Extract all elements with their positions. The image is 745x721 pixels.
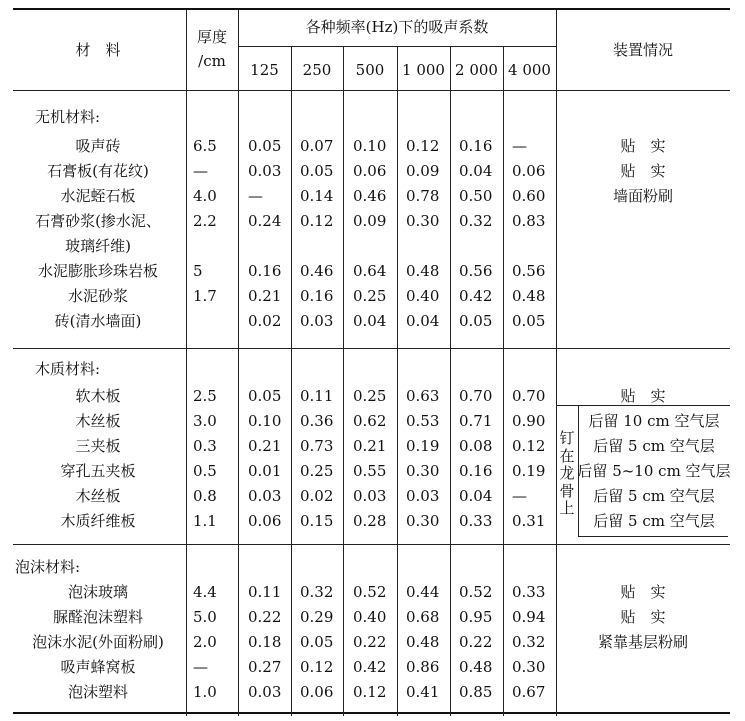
install-note: 后留 5 cm 空气层 [593, 487, 715, 505]
absorption-value: 0.68 [406, 608, 440, 626]
col-rule-freq-start [238, 10, 239, 716]
absorption-value: 0.04 [406, 312, 440, 330]
material-name: 水泥砂浆 [67, 287, 129, 305]
absorption-value: 0.24 [248, 212, 282, 230]
absorption-value: 0.90 [512, 412, 546, 430]
material-name: 脲醛泡沫塑料 [52, 608, 144, 626]
absorption-value: 0.12 [300, 658, 334, 676]
material-name: 吸声砖 [75, 137, 121, 155]
absorption-value: 0.46 [353, 187, 387, 205]
absorption-value: 0.56 [459, 262, 493, 280]
absorption-value: 0.16 [459, 462, 493, 480]
thickness-value: 0.5 [193, 462, 217, 480]
section-title: 泡沫材料: [15, 558, 81, 576]
absorption-value: 0.85 [459, 683, 493, 701]
absorption-value: 0.36 [300, 412, 334, 430]
header-thickness: 厚度 [196, 28, 228, 46]
absorption-value: 0.71 [459, 412, 493, 430]
thickness-value: 4.4 [193, 583, 217, 601]
absorption-value: 0.30 [406, 462, 440, 480]
absorption-value: 0.70 [459, 387, 493, 405]
absorption-value: 0.09 [406, 162, 440, 180]
absorption-value: 0.03 [300, 312, 334, 330]
absorption-value: 0.03 [248, 683, 282, 701]
absorption-value: 0.62 [353, 412, 387, 430]
absorption-value: 0.30 [406, 212, 440, 230]
thickness-value: 1.1 [193, 512, 217, 530]
absorption-value: 0.19 [512, 462, 546, 480]
absorption-value: 0.06 [353, 162, 387, 180]
header-freq: 500 [355, 61, 385, 79]
section-title: 木质材料: [35, 360, 101, 378]
absorption-value: 0.03 [353, 487, 387, 505]
thickness-value: 4.0 [193, 187, 217, 205]
absorption-value: 0.94 [512, 608, 546, 626]
material-name: 木丝板 [75, 412, 121, 430]
header-freq: 1 000 [402, 61, 445, 79]
absorption-value: 0.42 [459, 287, 493, 305]
absorption-value: 0.63 [406, 387, 440, 405]
absorption-value: 0.21 [248, 437, 282, 455]
absorption-value: 0.22 [353, 633, 387, 651]
nail-region-top-rule [556, 405, 730, 406]
absorption-value: 0.14 [300, 187, 334, 205]
install-note: 后留 5 cm 空气层 [593, 437, 715, 455]
install-note: 紧靠基层粉刷 [597, 633, 689, 651]
absorption-value: 0.11 [248, 583, 282, 601]
header-material: 材 料 [75, 41, 121, 59]
material-name: 泡沫玻璃 [67, 583, 129, 601]
absorption-value: 0.41 [406, 683, 440, 701]
thickness-value: 5.0 [193, 608, 217, 626]
absorption-value: 0.40 [406, 287, 440, 305]
absorption-value: 0.06 [512, 162, 546, 180]
absorption-value: 0.05 [512, 312, 546, 330]
thickness-value: 2.2 [193, 212, 217, 230]
install-note: 贴 实 [620, 387, 666, 405]
absorption-value: 0.42 [353, 658, 387, 676]
absorption-value: 0.48 [512, 287, 546, 305]
material-name: 软木板 [75, 387, 121, 405]
absorption-value: 0.27 [248, 658, 282, 676]
absorption-value: 0.09 [353, 212, 387, 230]
absorption-value: 0.03 [406, 487, 440, 505]
install-note: 墙面粉刷 [612, 187, 674, 205]
absorption-value: 0.28 [353, 512, 387, 530]
absorption-value: 0.86 [406, 658, 440, 676]
material-name: 泡沫水泥(外面粉刷) [32, 633, 164, 651]
section-rule [13, 544, 730, 545]
thickness-value: 3.0 [193, 412, 217, 430]
material-name: 水泥蛭石板 [60, 187, 136, 205]
absorption-value: — [512, 137, 527, 155]
absorption-value: 0.16 [300, 287, 334, 305]
absorption-value: 0.48 [406, 262, 440, 280]
absorption-value: 0.05 [300, 162, 334, 180]
header-freq: 4 000 [508, 61, 551, 79]
material-name: 木丝板 [75, 487, 121, 505]
absorption-value: 0.21 [353, 437, 387, 455]
col-rule-freq [450, 46, 451, 716]
absorption-value: 0.60 [512, 187, 546, 205]
absorption-value: — [512, 487, 527, 505]
thickness-value: — [193, 658, 208, 676]
absorption-value: 0.30 [406, 512, 440, 530]
absorption-value: 0.73 [300, 437, 334, 455]
absorption-value: 0.11 [300, 387, 334, 405]
header-thickness-unit: /cm [198, 52, 226, 70]
thickness-value: 6.5 [193, 137, 217, 155]
absorption-value: 0.30 [512, 658, 546, 676]
material-name: 三夹板 [75, 437, 121, 455]
absorption-value: 0.29 [300, 608, 334, 626]
absorption-value: 0.55 [353, 462, 387, 480]
install-note: 后留 5~10 cm 空气层 [577, 462, 731, 480]
absorption-value: 0.05 [248, 137, 282, 155]
absorption-value: 0.48 [406, 633, 440, 651]
absorption-value: 0.03 [248, 487, 282, 505]
absorption-value: 0.02 [248, 312, 282, 330]
install-note: 后留 5 cm 空气层 [593, 512, 715, 530]
col-rule-freq [343, 46, 344, 716]
material-name: 玻璃纤维) [65, 237, 131, 255]
absorption-value: 0.12 [353, 683, 387, 701]
absorption-value: 0.05 [248, 387, 282, 405]
absorption-value: 0.67 [512, 683, 546, 701]
absorption-value: 0.40 [353, 608, 387, 626]
absorption-value: 0.04 [459, 487, 493, 505]
material-name: 砖(清水墙面) [54, 312, 142, 330]
absorption-value: 0.33 [459, 512, 493, 530]
absorption-value: 0.05 [300, 633, 334, 651]
col-rule-thickness [186, 10, 187, 716]
col-rule-freq [291, 46, 292, 716]
nail-on-keel-label: 钉在龙骨上 [559, 429, 575, 517]
absorption-value: 0.06 [300, 683, 334, 701]
absorption-value: 0.07 [300, 137, 334, 155]
absorption-table [13, 8, 730, 714]
install-note: 贴 实 [620, 583, 666, 601]
thickness-value: 2.0 [193, 633, 217, 651]
absorption-value: 0.12 [512, 437, 546, 455]
absorption-value: 0.18 [248, 633, 282, 651]
absorption-value: 0.19 [406, 437, 440, 455]
thickness-value: 0.8 [193, 487, 217, 505]
section-title: 无机材料: [35, 108, 101, 126]
absorption-value: 0.83 [512, 212, 546, 230]
col-rule-freq [503, 46, 504, 716]
absorption-value: 0.21 [248, 287, 282, 305]
header-freq: 2 000 [455, 61, 498, 79]
material-name: 石膏板(有花纹) [47, 162, 149, 180]
thickness-value: 2.5 [193, 387, 217, 405]
absorption-value: 0.78 [406, 187, 440, 205]
absorption-value: 0.02 [300, 487, 334, 505]
material-name: 穿孔五夹板 [60, 462, 136, 480]
install-note: 贴 实 [620, 162, 666, 180]
install-note: 贴 实 [620, 137, 666, 155]
absorption-value: 0.32 [300, 583, 334, 601]
thickness-value: 1.0 [193, 683, 217, 701]
material-name: 泡沫塑料 [67, 683, 129, 701]
header-freq-group: 各种频率(Hz)下的吸声系数 [305, 18, 489, 36]
absorption-value: 0.46 [300, 262, 334, 280]
material-name: 石膏砂浆(掺水泥、 [35, 212, 161, 230]
absorption-value: 0.25 [353, 287, 387, 305]
absorption-value: 0.15 [300, 512, 334, 530]
absorption-value: 0.53 [406, 412, 440, 430]
absorption-value: 0.32 [512, 633, 546, 651]
material-name: 木质纤维板 [60, 512, 136, 530]
col-rule-install [556, 10, 557, 716]
header-freq: 125 [250, 61, 279, 79]
nail-region-bottom-rule [578, 536, 728, 537]
absorption-value: 0.12 [300, 212, 334, 230]
absorption-value: 0.04 [459, 162, 493, 180]
header-freq: 250 [302, 61, 332, 79]
absorption-value: 0.03 [248, 162, 282, 180]
absorption-value: 0.10 [248, 412, 282, 430]
absorption-value: 0.12 [406, 137, 440, 155]
absorption-value: 0.01 [248, 462, 282, 480]
absorption-value: 0.52 [459, 583, 493, 601]
absorption-value: 0.44 [406, 583, 440, 601]
material-name: 水泥膨胀珍珠岩板 [37, 262, 159, 280]
material-name: 吸声蜂窝板 [60, 658, 136, 676]
header-install: 装置情况 [612, 41, 674, 59]
section-rule [13, 348, 730, 349]
absorption-value: 0.08 [459, 437, 493, 455]
absorption-value: 0.22 [248, 608, 282, 626]
absorption-value: 0.31 [512, 512, 546, 530]
thickness-value: — [193, 162, 208, 180]
install-note: 贴 实 [620, 608, 666, 626]
absorption-value: 0.32 [459, 212, 493, 230]
header-mid-rule [238, 46, 556, 47]
absorption-value: — [248, 187, 263, 205]
absorption-value: 0.95 [459, 608, 493, 626]
thickness-value: 5 [193, 262, 203, 280]
absorption-value: 0.64 [353, 262, 387, 280]
absorption-value: 0.16 [248, 262, 282, 280]
absorption-value: 0.25 [353, 387, 387, 405]
absorption-value: 0.16 [459, 137, 493, 155]
header-bottom-rule [13, 90, 730, 91]
thickness-value: 1.7 [193, 287, 217, 305]
col-rule-freq [397, 46, 398, 716]
absorption-value: 0.05 [459, 312, 493, 330]
absorption-value: 0.10 [353, 137, 387, 155]
absorption-value: 0.70 [512, 387, 546, 405]
install-note: 后留 10 cm 空气层 [588, 412, 720, 430]
absorption-value: 0.56 [512, 262, 546, 280]
absorption-value: 0.48 [459, 658, 493, 676]
absorption-value: 0.33 [512, 583, 546, 601]
absorption-value: 0.04 [353, 312, 387, 330]
absorption-value: 0.06 [248, 512, 282, 530]
absorption-value: 0.52 [353, 583, 387, 601]
absorption-value: 0.50 [459, 187, 493, 205]
thickness-value: 0.3 [193, 437, 217, 455]
absorption-value: 0.25 [300, 462, 334, 480]
absorption-value: 0.22 [459, 633, 493, 651]
